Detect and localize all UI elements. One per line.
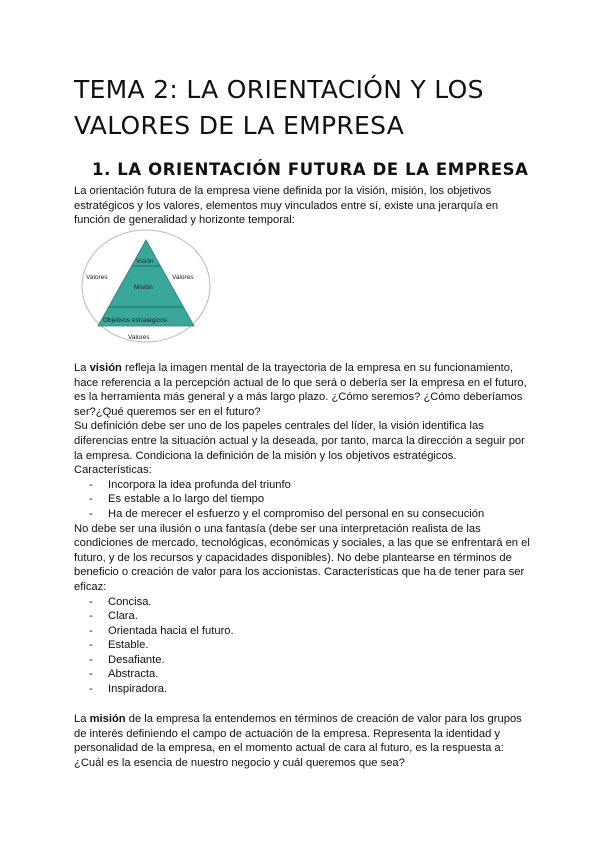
label-vision: Visión: [136, 258, 154, 265]
list-item: - Ha de merecer el esfuerzo y el compromiso del personal en su consecución: [74, 507, 534, 522]
list-item: - Concisa.: [74, 595, 534, 610]
intro-text: La orientación futura de la empresa viene definida por la visión, misión, los objetivos estratégicos y los valores, elementos muy vinculados entre sí, existe una jerarquía en función de generalidad y horizonte temporal:: [74, 185, 499, 227]
vision-paragraph-3: No debe ser una ilusión o una fantasía (debe ser una interpretación realista de las condiciones de mercado, tecnológicas, económicas y sociales, a las que se enfrentará en el futuro, y de los recursos y capacidades disponibles). No debe plantearse en términos de beneficio o creación de valor para los accionistas. Características que ha de tener para ser eficaz:: [74, 522, 530, 593]
list-item: - Orientada hacia el futuro.: [74, 624, 534, 639]
features-label: Características:: [74, 464, 152, 477]
label-valores-left: Valores: [86, 274, 108, 281]
list-item: - Inspiradora.: [74, 682, 534, 697]
mision-paragraph: La misión de la empresa la entendemos en términos de creación de valor para los grupos de interés definiendo el campo de actuación de la empresa. Representa la identidad y personalidad de la empresa, en el momento actual de cara al futuro, es la respuesta a: ¿Cuál es la esencia de nuestro negocio y cuál queremos que sea?: [74, 713, 522, 769]
mision-section: [74, 712, 534, 770]
traits-list: [74, 595, 534, 697]
label-objetivos: Objetivos estratégicos: [103, 317, 167, 324]
list-item: - Es estable a lo largo del tiempo: [74, 492, 534, 507]
label-mision: Misión: [134, 284, 153, 291]
list-item: - Estable.: [74, 638, 534, 653]
list-item: - Incorpora la idea profunda del triunfo: [74, 478, 534, 493]
intro-paragraph: [74, 184, 534, 228]
page-title: TEMA 2: LA ORIENTACIÓN Y LOS VALORES DE LA EMPRESA: [74, 75, 484, 140]
list-item: - Abstracta.: [74, 667, 534, 682]
list-item: - Desafiante.: [74, 653, 534, 668]
vision-paragraph-2: Su definición debe ser uno de los papeles centrales del líder, la visión identifica las diferencias entre la situación actual y la deseada, por tanto, marca la dirección a seguir por la empresa. Condiciona la definición de la misión y los objetivos estratégicos.: [74, 420, 525, 462]
vision-paragraph-1: La visión refleja la imagen mental de la trayectoria de la empresa en su funcionamiento, hace referencia a la percepción actual de lo que será o debería ser la empresa en el futuro, es la herramienta más general y a más largo plazo. ¿Cómo seremos? ¿Cómo deberíamos ser?¿Qué queremos ser en el futuro?: [74, 362, 527, 418]
vision-term: visión: [89, 362, 122, 374]
list-item: - Clara.: [74, 609, 534, 624]
label-valores-right: Valores: [172, 274, 194, 281]
section-heading: 1. LA ORIENTACIÓN FUTURA DE LA EMPRESA: [92, 160, 529, 179]
pyramid-diagram: [80, 228, 216, 352]
label-valores-base: Valores: [128, 334, 150, 341]
features-list: [74, 478, 534, 522]
mision-term: misión: [89, 713, 126, 725]
vision-section: [74, 361, 534, 697]
